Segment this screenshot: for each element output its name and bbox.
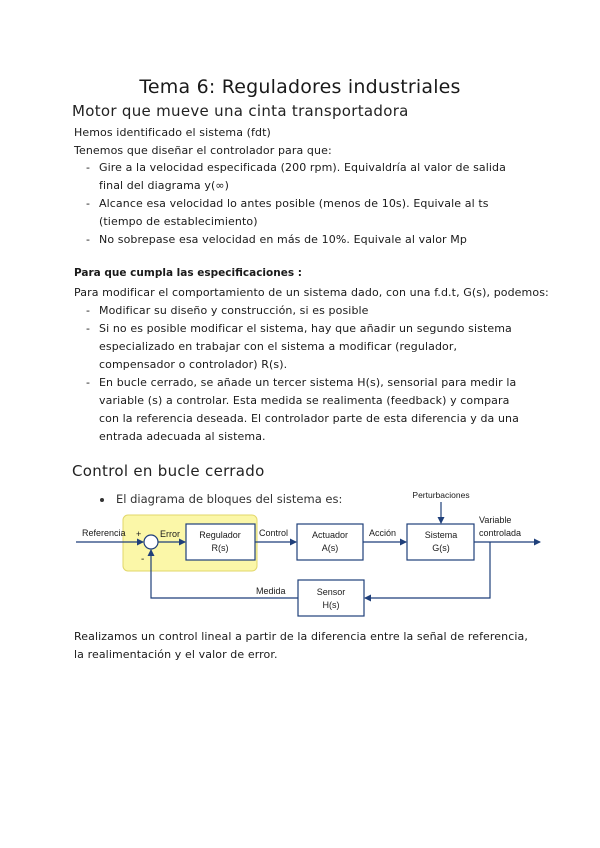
- medida-label: Medida: [256, 586, 286, 596]
- page-title: Tema 6: Reguladores industriales: [139, 76, 461, 98]
- referencia-label: Referencia: [82, 528, 126, 538]
- perturbaciones-label: Perturbaciones: [412, 490, 470, 500]
- conclusion-paragraph: Realizamos un control lineal a partir de la diferencia entre la señal de referencia, la realimentación y el valor de error.: [74, 630, 528, 661]
- actuador-tf: A(s): [321, 543, 339, 553]
- regulador-tf: R(s): [211, 543, 229, 553]
- controlada-label: controlada: [479, 528, 522, 538]
- list-item: - Gire a la velocidad especificada (200 rpm). Equivaldría al valor de salida final del diagrama y(∞): [74, 159, 528, 195]
- sensor-tf: H(s): [322, 600, 340, 610]
- paragraph-line: Para modificar el comportamiento de un sistema dado, con una f.d.t, G(s), podemos:: [74, 286, 549, 299]
- list-item: - En bucle cerrado, se añade un tercer sistema H(s), sensorial para medir la variable (s) a controlar. Esta medida se realimenta (feedback) y compara con la referencia deseada. El controlador parte de esta diferencia y da una entrada adecuada al sistema.: [74, 374, 528, 446]
- plus-sign: +: [136, 529, 142, 539]
- specifications-heading: Para que cumpla las especificaciones :: [74, 267, 302, 279]
- accion-label: Acción: [369, 528, 397, 538]
- variable-label: Variable: [479, 515, 512, 525]
- list-item: - Modificar su diseño y construcción, si es posible: [74, 302, 528, 320]
- paragraph-line: Tenemos que diseñar el controlador para que:: [74, 144, 332, 157]
- summing-junction: [144, 535, 158, 549]
- list-item: - Alcance esa velocidad lo antes posible (menos de 10s). Equivale al ts (tiempo de establecimiento): [74, 195, 528, 231]
- section-heading-motor: Motor que mueve una cinta transportadora: [72, 102, 409, 120]
- diagram-bullet: El diagrama de bloques del sistema es:: [100, 492, 342, 506]
- list-item: - No sobrepase esa velocidad en más de 10%. Equivale al valor Mp: [74, 231, 528, 249]
- regulador-label: Regulador: [199, 530, 241, 540]
- minus-sign: -: [141, 554, 145, 565]
- control-label: Control: [259, 528, 289, 538]
- error-label: Error: [160, 529, 180, 539]
- sensor-label: Sensor: [316, 587, 346, 597]
- paragraph-line: Hemos identificado el sistema (fdt): [74, 126, 271, 139]
- sensor-block: [298, 580, 364, 616]
- sistema-tf: G(s): [432, 543, 450, 553]
- sistema-label: Sistema: [424, 530, 458, 540]
- actuador-label: Actuador: [311, 530, 349, 540]
- section-heading-control: Control en bucle cerrado: [72, 462, 265, 480]
- list-item: - Si no es posible modificar el sistema, hay que añadir un segundo sistema especializado en trabajar con el sistema a modificar (regulador, compensador o controlador) R(s).: [74, 320, 528, 374]
